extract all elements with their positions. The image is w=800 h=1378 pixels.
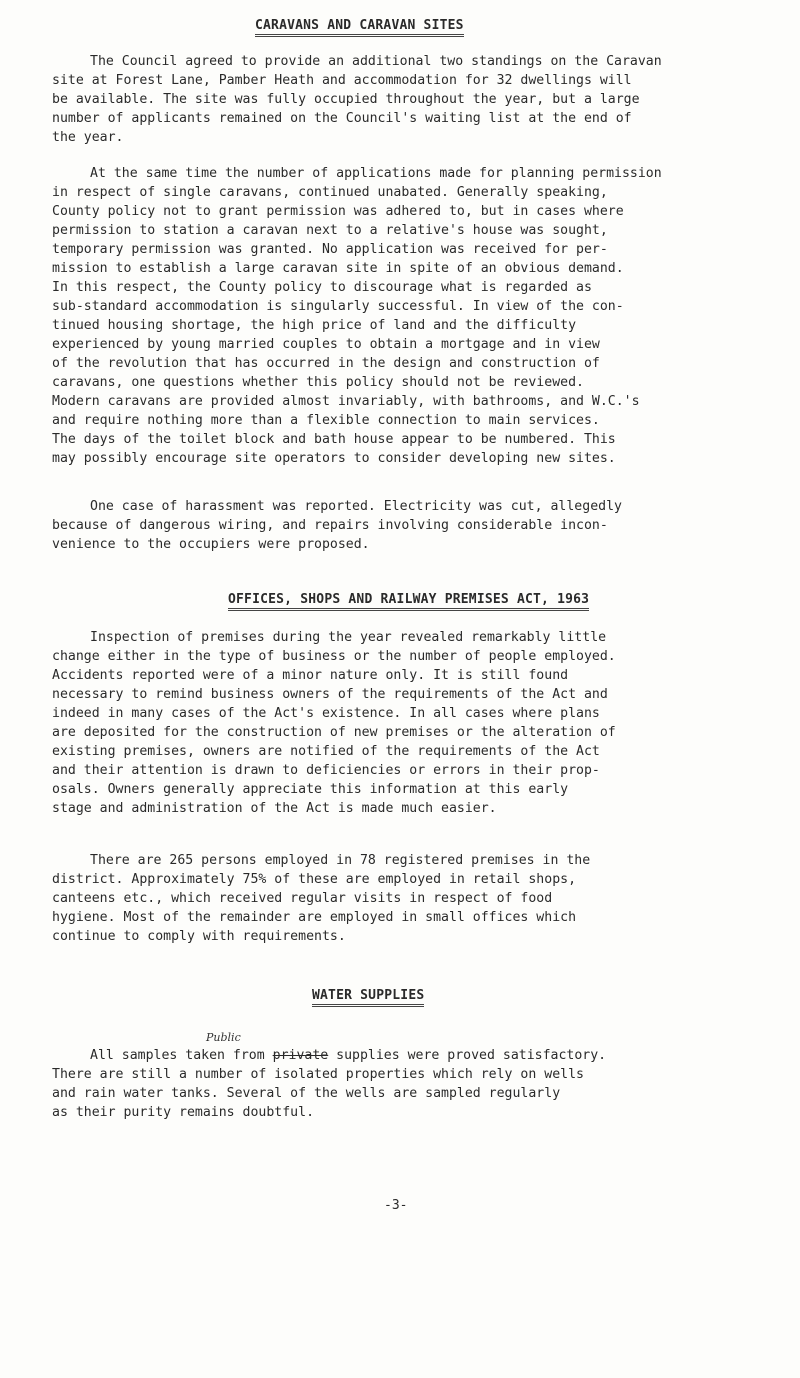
text-line: of the revolution that has occurred in the design and construction of xyxy=(52,356,600,371)
text-line: The Council agreed to provide an additional two standings on the Caravan xyxy=(90,54,662,69)
heading-offices-shops-railway: OFFICES, SHOPS AND RAILWAY PREMISES ACT, 1963 xyxy=(228,592,589,611)
handwritten-correction: Public xyxy=(206,1031,241,1044)
text-line: and require nothing more than a flexible connection to main services. xyxy=(52,413,600,428)
text-line: hygiene. Most of the remainder are employed in small offices which xyxy=(52,910,577,925)
page-number: -3- xyxy=(384,1198,408,1213)
heading-water-supplies: WATER SUPPLIES xyxy=(312,988,424,1007)
text-line: One case of harassment was reported. Electricity was cut, allegedly xyxy=(90,499,622,514)
text-line: be available. The site was fully occupied throughout the year, but a large xyxy=(52,92,640,107)
paragraph xyxy=(52,851,772,946)
text-line: because of dangerous wiring, and repairs involving considerable incon- xyxy=(52,518,608,533)
text-line: as their purity remains doubtful. xyxy=(52,1105,315,1120)
text-line: County policy not to grant permission was adhered to, but in cases where xyxy=(52,204,624,219)
text-line: and their attention is drawn to deficiencies or errors in their prop- xyxy=(52,763,600,778)
text-line: number of applicants remained on the Council's waiting list at the end of xyxy=(52,111,632,126)
text-line: canteens etc., which received regular visits in respect of food xyxy=(52,891,553,906)
text-line: in respect of single caravans, continued unabated. Generally speaking, xyxy=(52,185,608,200)
text-line: are deposited for the construction of new premises or the alteration of xyxy=(52,725,616,740)
text-line: continue to comply with requirements. xyxy=(52,929,346,944)
text-line: may possibly encourage site operators to consider developing new sites. xyxy=(52,451,616,466)
text-line: district. Approximately 75% of these are employed in retail shops, xyxy=(52,872,577,887)
text-line: mission to establish a large caravan site in spite of an obvious demand. xyxy=(52,261,624,276)
text-line: There are 265 persons employed in 78 registered premises in the xyxy=(90,853,591,868)
paragraph xyxy=(52,497,772,554)
text-line: necessary to remind business owners of the requirements of the Act and xyxy=(52,687,608,702)
paragraph xyxy=(52,164,772,468)
text-line: change either in the type of business or the number of people employed. xyxy=(52,649,616,664)
text-line: tinued housing shortage, the high price of land and the difficulty xyxy=(52,318,577,333)
text-line: Inspection of premises during the year revealed remarkably little xyxy=(90,630,607,645)
text-line: existing premises, owners are notified of the requirements of the Act xyxy=(52,744,600,759)
text-line: osals. Owners generally appreciate this information at this early xyxy=(52,782,569,797)
text-line: site at Forest Lane, Pamber Heath and accommodation for 32 dwellings will xyxy=(52,73,632,88)
text-line: All samples taken from private supplies were proved satisfactory. xyxy=(90,1048,607,1063)
text-line: caravans, one questions whether this policy should not be reviewed. xyxy=(52,375,584,390)
text-line: indeed in many cases of the Act's existence. In all cases where plans xyxy=(52,706,600,721)
text-line: stage and administration of the Act is made much easier. xyxy=(52,801,497,816)
text-line: temporary permission was granted. No application was received for per- xyxy=(52,242,608,257)
text-line: Accidents reported were of a minor nature only. It is still found xyxy=(52,668,569,683)
struck-word: private xyxy=(272,1048,329,1063)
text-line: the year. xyxy=(52,130,124,145)
text-line: At the same time the number of applications made for planning permission xyxy=(90,166,662,181)
paragraph xyxy=(52,1046,772,1122)
text-line: Modern caravans are provided almost invariably, with bathrooms, and W.C.'s xyxy=(52,394,640,409)
text-line: sub-standard accommodation is singularly successful. In view of the con- xyxy=(52,299,624,314)
text-line: The days of the toilet block and bath house appear to be numbered. This xyxy=(52,432,616,447)
text-line: There are still a number of isolated properties which rely on wells xyxy=(52,1067,584,1082)
text-line: and rain water tanks. Several of the wells are sampled regularly xyxy=(52,1086,561,1101)
heading-caravans: CARAVANS AND CARAVAN SITES xyxy=(255,18,464,37)
text-line: In this respect, the County policy to discourage what is regarded as xyxy=(52,280,592,295)
paragraph xyxy=(52,52,772,147)
text-line: venience to the occupiers were proposed. xyxy=(52,537,370,552)
text-line: experienced by young married couples to obtain a mortgage and in view xyxy=(52,337,600,352)
paragraph xyxy=(52,628,772,818)
text-line: permission to station a caravan next to a relative's house was sought, xyxy=(52,223,608,238)
